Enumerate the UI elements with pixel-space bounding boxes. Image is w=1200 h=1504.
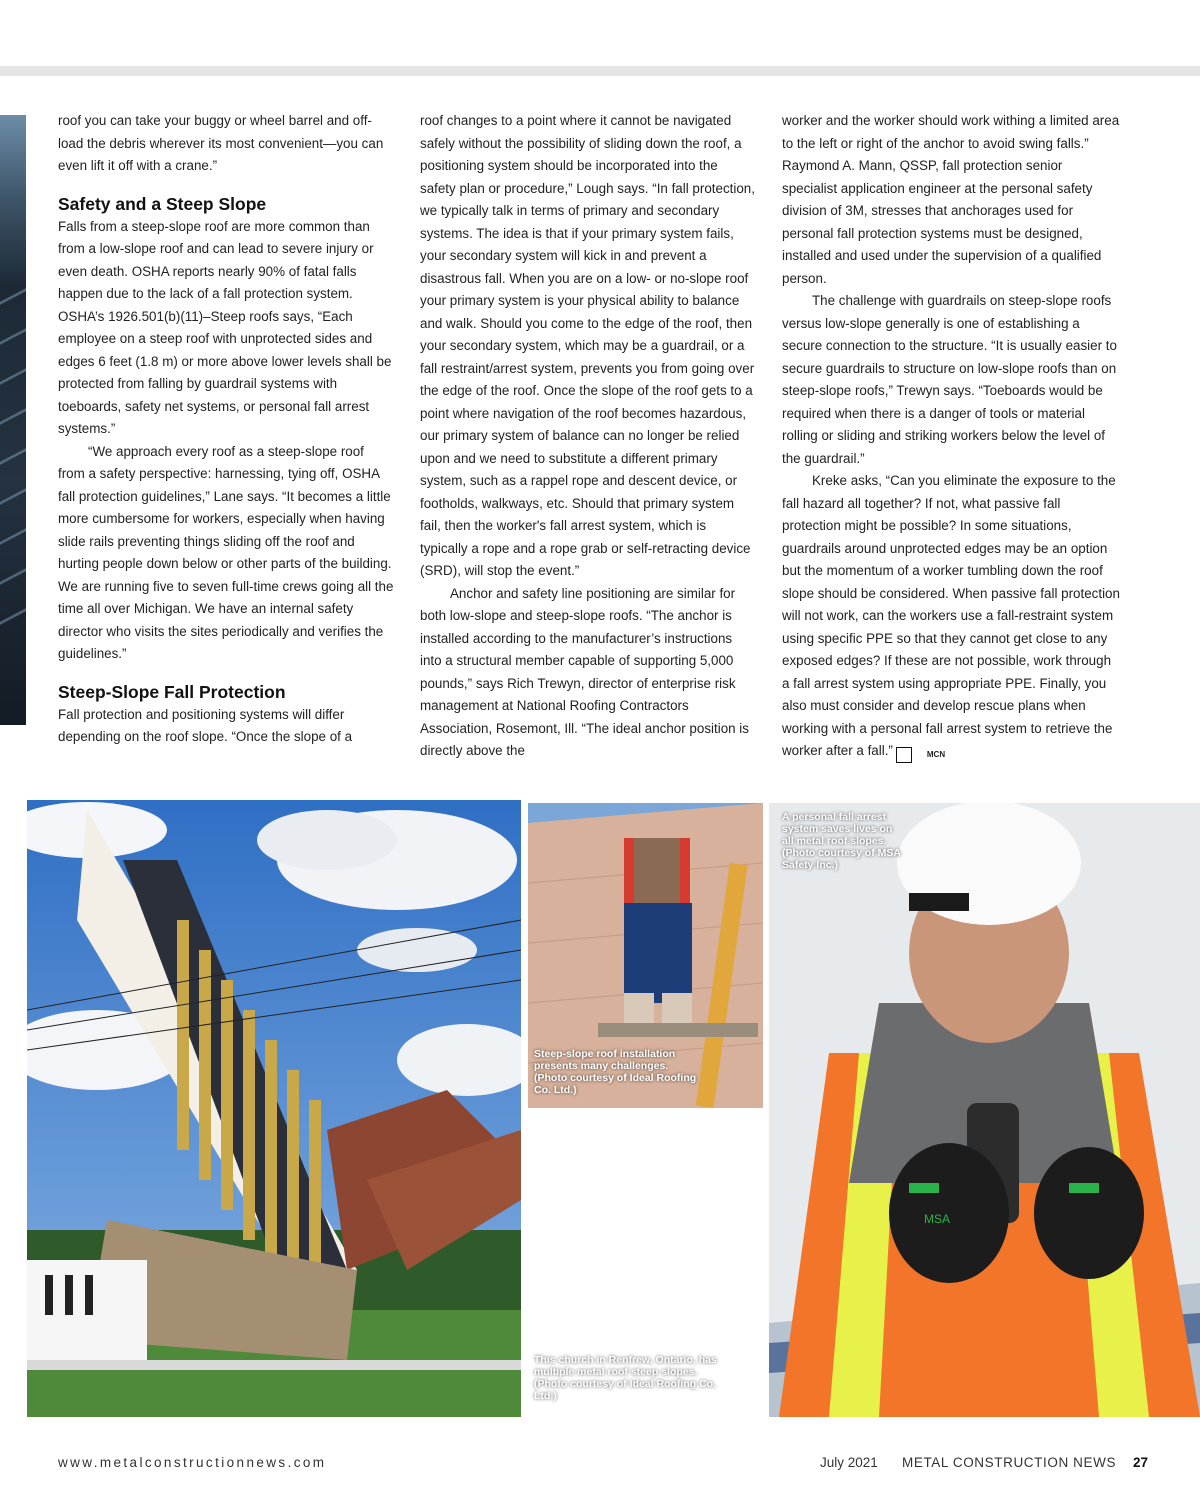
top-band: [0, 66, 1200, 76]
article-column-3: [782, 110, 1120, 763]
paragraph: worker and the worker should work withing a limited area to the left or right of the anchor to avoid swing falls.” Raymond A. Mann, QSSP, fall protection senior specialist application engineer at the personal safety division of 3M, stresses that anchorages used for personal fall protection systems must be designed, installed and used under the supervision of a qualified person.: [782, 113, 1120, 286]
page-number: 27: [1133, 1455, 1149, 1470]
paragraph: [782, 470, 1120, 763]
footer-website[interactable]: www.metalconstructionnews.com: [58, 1455, 327, 1470]
end-of-article-mark: MCN: [896, 747, 912, 763]
church-photo: [27, 800, 521, 1417]
footer-issue-date: July 2021: [820, 1455, 878, 1470]
article-column-1: [58, 110, 394, 749]
church-photo-caption: This church in Renfrew, Ontario, has multiple metal roof steep slopes. (Photo courtesy of Ideal Roofing Co. Ltd.): [534, 1354, 717, 1402]
section-heading: Safety and a Steep Slope: [58, 193, 267, 214]
paragraph-text: Kreke asks, “Can you eliminate the exposure to the fall hazard all together? If not, what passive fall protection might be possible? In some situations, guardrails around unprotected edges may be an option but the momentum of a worker tumbling down the roof slope should be considered. When passive fall protection will not work, can the workers use a fall-restraint system using specific PPE so that they cannot get close to any exposed edges? If these are not possible, work through a fall arrest system using appropriate PPE. Finally, you also must consider and develop rescue plans when working with a personal fall arrest system to retrieve the worker after a fall.”: [782, 473, 1120, 758]
harness-logo: MSA: [924, 1212, 951, 1226]
harness-photo-caption: A personal fall arrest system saves lives on all metal roof slopes. (Photo courtesy of MSA Safety Inc.): [782, 811, 901, 871]
paragraph: The challenge with guardrails on steep-slope roofs versus low-slope generally is one of establishing a secure connection to the structure. “It is usually easier to secure guardrails to structure on low-slope roofs than on steep-slope roofs,” Trewyn says. “Toeboards would be required when there is a danger of tools or material rolling or sliding and striking workers below the level of the guardrail.”: [782, 293, 1117, 466]
paragraph: Falls from a steep-slope roof are more common than from a low-slope roof and can lead to severe injury or even death. OSHA reports nearly 90% of fatal falls happen due to the lack of a fall protection system. OSHA’s 1926.501(b)(11)–Steep roofs says, “Each employee on a steep roof with unprotected sides and edges 6 feet (1.8 m) or more above lower levels shall be protected from falling by guardrail systems with toeboards, safety net systems, or personal fall arrest systems.”: [58, 218, 392, 436]
paragraph: Anchor and safety line positioning are similar for both low-slope and steep-slope roofs. “The anchor is installed according to the manufacturer’s instructions into a structural member capable of supporting 5,000 pounds,” says Rich Trewyn, director of enterprise risk management at National Roofing Contractors Association, Rosemont, Ill. “The ideal anchor position is directly above the: [420, 585, 749, 758]
paragraph: roof changes to a point where it cannot be navigated safely without the possibility of sliding down the roof, a positioning system should be incorporated into the safety plan or procedure,” Lough says. “In fall protection, we typically talk in terms of primary and secondary systems. The idea is that if your primary system fails, your secondary system will kick in and prevent a disastrous fall. When you are on a low- or no-slope roof your primary system is your physical ability to balance and walk. Should you come to the edge of the roof, then your secondary system, which may be a guardrail, or a fall restraint/arrest system, prevents you from going over the edge of the roof. Once the slope of the roof gets to a point where navigation of the roof becomes hazardous, our primary system of balance can no longer be relied upon and we need to substitute a different primary system, such as a rappel rope and descent device, or footholds, walkways, etc. Should that primary system fail, then the worker's fall arrest system, which is typically a rope and a rope grab or self-retracting device (SRD), will stop the event.”: [420, 113, 755, 578]
paragraph: Fall protection and positioning systems will differ depending on the roof slope. “Once the slope of a: [58, 706, 353, 744]
section-heading: Steep-Slope Fall Protection: [58, 681, 286, 702]
paragraph: roof you can take your buggy or wheel barrel and off-load the debris wherever its most convenient—you can even lift it off with a crane.”: [58, 113, 384, 173]
article-column-2: [420, 110, 756, 763]
left-edge-photo: [0, 115, 26, 725]
paragraph: “We approach every roof as a steep-slope roof from a safety perspective: harnessing, tying off, OSHA fall protection guidelines,” Lane says. “It becomes a little more cumbersome for workers, especially when having slide rails preventing things sliding off the roof and hurting people down below or other parts of the building. We are running five to seven full-time crews going all the time all over Michigan. We have an internal safety director who visits the sites periodically and verifies the guidelines.”: [58, 443, 394, 661]
roofer-photo-caption: Steep-slope roof installation presents many challenges. (Photo courtesy of Ideal Roofing Co. Ltd.): [534, 1048, 697, 1096]
harness-photo: [769, 803, 1200, 1417]
footer-magazine-title: METAL CONSTRUCTION NEWS: [902, 1455, 1117, 1470]
